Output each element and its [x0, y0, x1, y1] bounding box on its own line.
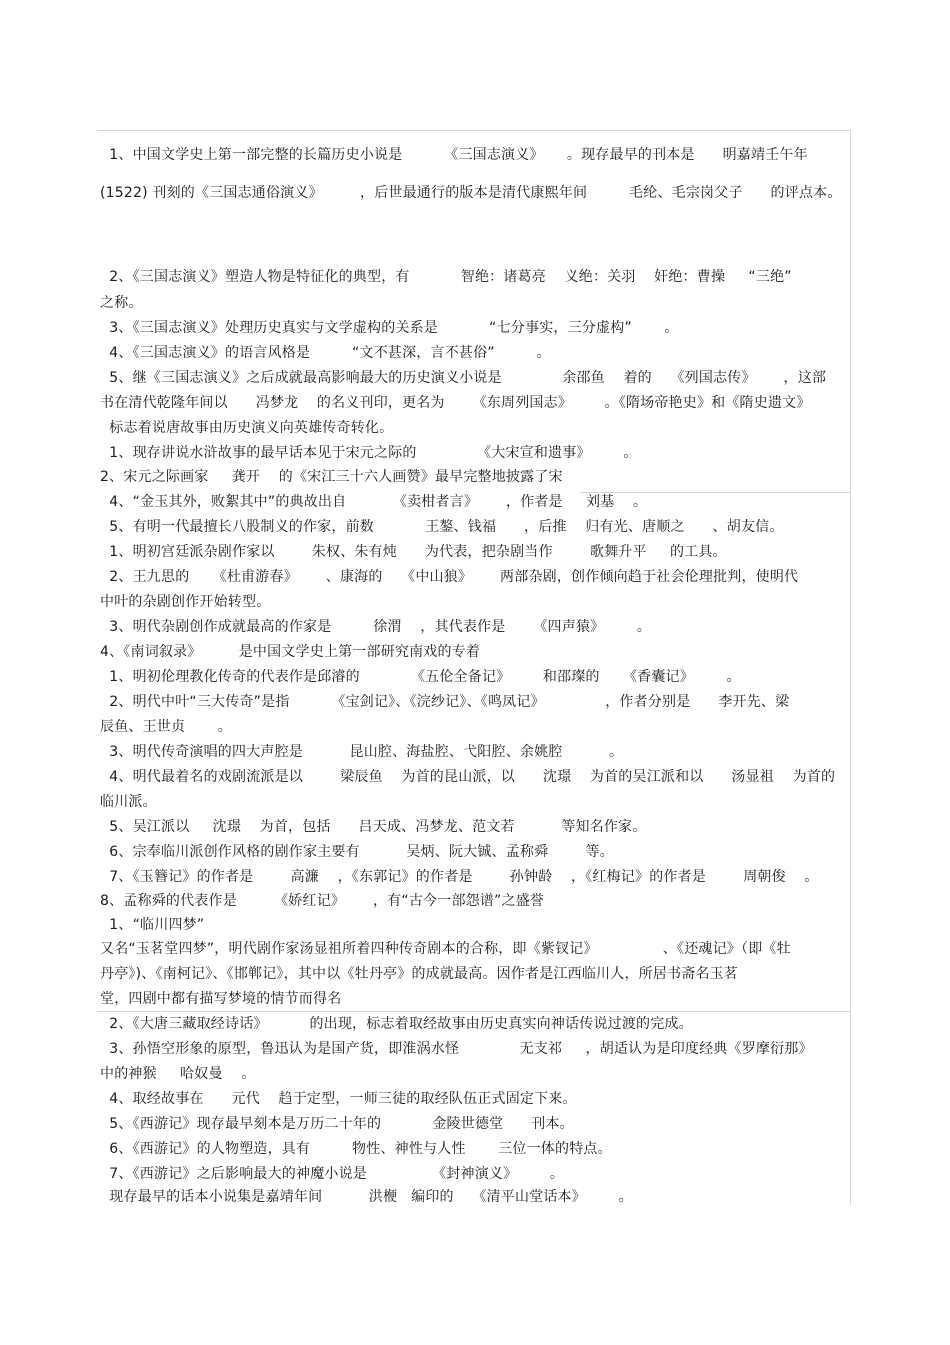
text-line: 4、“金玉其外，败絮其中”的典故出自 《卖柑者言》 ，作者是 刘基 。: [100, 494, 648, 510]
text-line: 标志着说唐故事由历史演义向英雄传奇转化。: [100, 420, 394, 436]
text-line: 3、《三国志演义》处理历史真实与文学虚构的关系是 “七分事实，三分虚构” 。: [100, 320, 679, 336]
text-line: 中叶的杂剧创作开始转型。: [100, 594, 271, 610]
text-line: 1、明初宫廷派杂剧作家以 朱权、朱有炖 为代表，把杂剧当作 歌舞升平 的工具。: [100, 544, 727, 560]
text-line: 丹亭》)、《南柯记》、《邯郸记》，其中以《牡丹亭》的成就最高。因作者是江西临川人，所居书斋名玉茗: [100, 966, 739, 982]
text-line: 5、《西游记》现存最早刻本是万历二十年的 金陵世德堂 刊本。: [100, 1116, 574, 1132]
text-line: 堂，四剧中都有描写梦境的情节而得名: [100, 991, 342, 1007]
text-line: 5、继《三国志演义》之后成就最高影响最大的历史演义小说是 余邵鱼 着的 《列国志传》 ，这部: [100, 370, 827, 386]
text-line: 1、明初伦理教化传奇的代表作是邱濬的 《五伦全备记》 和邵璨的 《香囊记》 。: [100, 669, 741, 685]
text-line: 6、《西游记》的人物塑造，具有 物性、神性与人性 三位一体的特点。: [100, 1141, 612, 1157]
right-rule: [850, 130, 851, 1205]
text-line: 1、中国文学史上第一部完整的长篇历史小说是 《三国志演义》 。现存最早的刊本是 明嘉靖壬午年: [100, 147, 808, 163]
text-line: 5、吴江派以 沈璟 为首，包括 吕天成、冯梦龙、范文若 等知名作家。: [100, 819, 647, 835]
text-line: 2、《三国志演义》塑造人物是特征化的典型，有 智绝：诸葛亮 义绝：关羽 奸绝：曹操 “三绝”: [100, 269, 792, 285]
text-line: 2、王九思的 《杜甫游春》 、康海的 《中山狼》 两部杂剧，创作倾向趋于社会伦理批判，使明代: [100, 569, 799, 585]
text-line: 7、《西游记》之后影响最大的神魔小说是 《封神演义》 。: [100, 1166, 565, 1182]
text-line: 2、明代中叶“三大传奇”是指 《宝剑记》、《浣纱记》、《鸣凤记》 ，作者分别是 李开先、梁: [100, 694, 790, 710]
text-line: 6、宗奉临川派创作风格的剧作家主要有 吴炳、阮大铖、孟称舜 等。: [100, 844, 614, 860]
text-line: 现存最早的话本小说集是嘉靖年间 洪楩 编印的 《清平山堂话本》 。: [100, 1189, 633, 1205]
mid-rule-2: [97, 1011, 851, 1012]
text-line: 之称。: [100, 295, 143, 311]
text-line: 2、宋元之际画家 龚开 的《宋江三十六人画赞》最早完整地披露了宋: [100, 469, 563, 485]
text-line: 1、“临川四梦”: [100, 917, 205, 933]
text-line: 3、明代杂剧创作成就最高的作家是 徐渭 ，其代表作是 《四声猿》 。: [100, 619, 652, 635]
text-line: 4、《南词叙录》 是中国文学史上第一部研究南戏的专着: [100, 644, 481, 660]
text-line: 辰鱼、王世贞 。: [100, 719, 232, 735]
text-line: 7、《玉簪记》的作者是 高濂 ，《东郭记》的作者是 孙钟龄 ，《红梅记》的作者是 周朝俊 。: [100, 869, 819, 885]
text-line: 3、孙悟空形象的原型，鲁迅认为是国产货，即淮涡水怪 无支祁 ，胡适认为是印度经典《罗摩衍那》: [100, 1041, 813, 1057]
text-line: 3、明代传奇演唱的四大声腔是 昆山腔、海盐腔、弋阳腔、余姚腔 。: [100, 744, 624, 760]
text-line: 5、有明一代最擅长八股制义的作家，前数 王鏊、钱福 ，后推 归有光、唐顺之 、胡友信。: [100, 519, 784, 535]
text-line: 书在清代乾隆年间以 冯梦龙 的名义刊印，更名为 《东周列国志》 。《隋场帝艳史》和《隋史遗文》: [100, 395, 811, 411]
text-line: 2、《大唐三藏取经诗话》 的出现，标志着取经故事由历史真实向神话传说过渡的完成。: [100, 1016, 693, 1032]
text-line: 中的神猴 哈奴曼 。: [100, 1066, 256, 1082]
text-line: 4、《三国志演义》的语言风格是 “文不甚深，言不甚俗” 。: [100, 345, 551, 361]
text-line: (1522) 刊刻的《三国志通俗演义》 ，后世最通行的版本是清代康熙年间 毛纶、毛宗岗父子 的评点本。: [100, 185, 842, 201]
top-rule: [97, 130, 851, 131]
text-line: 又名“玉茗堂四梦”，明代剧作家汤显祖所着四种传奇剧本的合称，即《紫钗记》 、《还魂记》（即《牡: [100, 941, 791, 957]
text-line: 8、孟称舜的代表作是 《娇红记》 ，有“古今一部怨谱”之盛誉: [100, 893, 545, 909]
text-line: 4、取经故事在 元代 趋于定型，一师三徒的取经队伍正式固定下来。: [100, 1091, 577, 1107]
text-line: 1、现存讲说水浒故事的最早话本见于宋元之际的 《大宋宣和遗事》 。: [100, 445, 638, 461]
text-line: 4、明代最着名的戏剧流派是以 梁辰鱼 为首的昆山派，以 沈璟 为首的吴江派和以 汤显祖 为首的: [100, 769, 836, 785]
text-line: 临川派。: [100, 794, 157, 810]
